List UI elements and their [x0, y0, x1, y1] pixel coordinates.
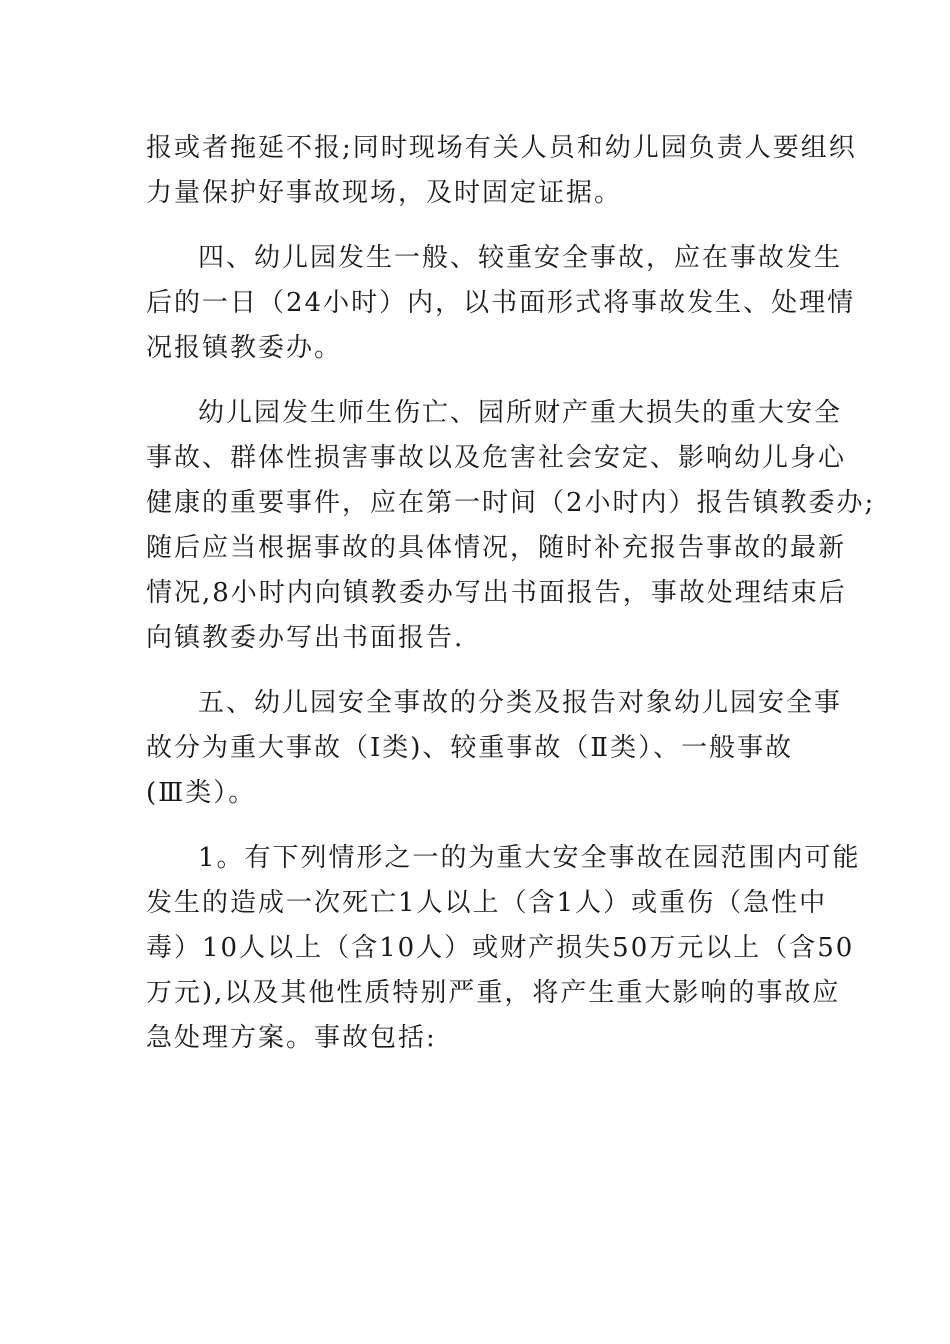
- text-line: 毒）10人以上（含10人）或财产损失50万元以上（含50: [146, 933, 855, 963]
- paragraph-report-continuation: [146, 126, 857, 216]
- paragraph-major-accident-report: [146, 391, 876, 661]
- text-line: 事故、群体性损害事故以及危害社会安定、影响幼儿身心: [146, 443, 847, 473]
- text-line: 报或者拖延不报;同时现场有关人员和幼儿园负责人要组织: [146, 133, 857, 163]
- text-line: 后的一日（24小时）内，以书面形式将事故发生、处理情: [146, 288, 856, 318]
- paragraph-section-five: [146, 681, 843, 816]
- text-line: 故分为重大事故（Ⅰ类)、较重事故（Ⅱ类）、一般事故: [146, 733, 794, 763]
- paragraph-item-one: [146, 836, 861, 1061]
- text-line: 五、幼儿园安全事故的分类及报告对象幼儿园安全事: [198, 688, 843, 718]
- text-line: (Ⅲ类）。: [146, 778, 257, 808]
- text-line: 随后应当根据事故的具体情况，随时补充报告事故的最新: [146, 533, 847, 563]
- text-line: 向镇教委办写出书面报告.: [146, 623, 465, 653]
- text-line: 四、幼儿园发生一般、较重安全事故，应在事故发生: [198, 243, 843, 273]
- text-line: 万元),以及其他性质特别严重，将产生重大影响的事故应: [146, 978, 841, 1008]
- text-line: 幼儿园发生师生伤亡、园所财产重大损失的重大安全: [198, 398, 843, 428]
- text-line: 情况,8小时内向镇教委办写出书面报告，事故处理结束后: [146, 578, 847, 608]
- text-line: 健康的重要事件，应在第一时间（2小时内）报告镇教委办;: [146, 488, 876, 518]
- text-line: 力量保护好事故现场，及时固定证据。: [146, 178, 623, 208]
- text-line: 1。有下列情形之一的为重大安全事故在园范围内可能: [198, 843, 861, 873]
- document-page: [146, 126, 876, 1081]
- text-line: 发生的造成一次死亡1人以上（含1人）或重伤（急性中: [146, 888, 828, 918]
- text-line: 急处理方案。事故包括:: [146, 1023, 437, 1053]
- paragraph-section-four: [146, 236, 856, 371]
- text-line: 况报镇教委办。: [146, 333, 343, 363]
